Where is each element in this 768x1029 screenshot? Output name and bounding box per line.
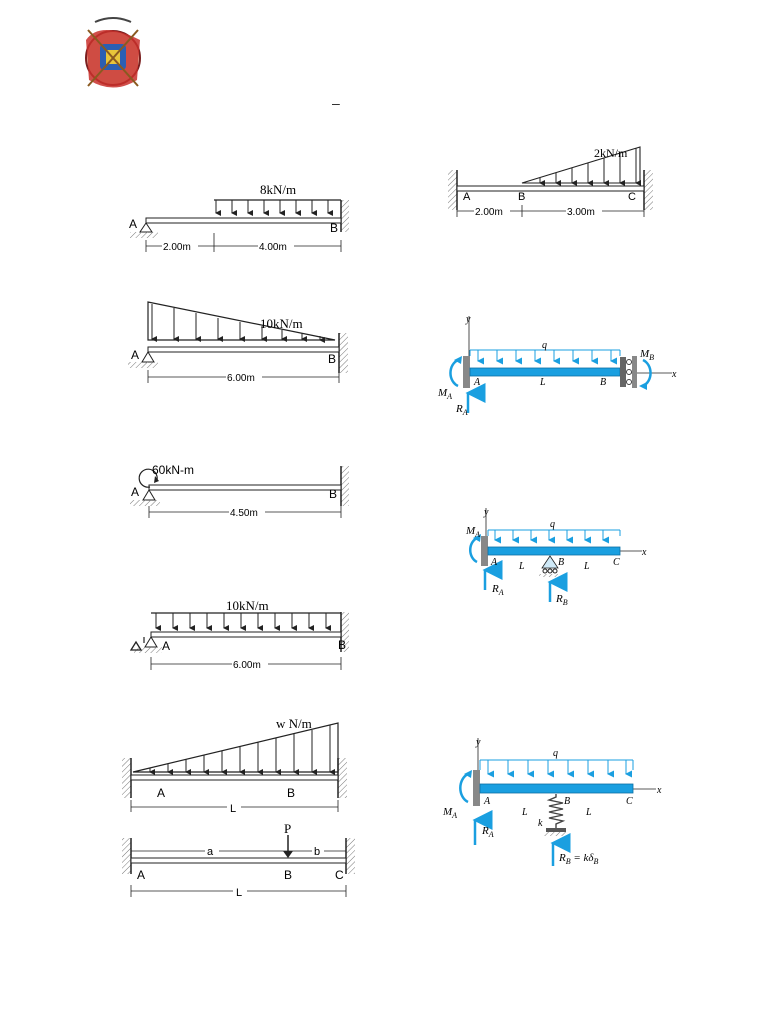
header-dash: – [332, 95, 340, 111]
svg-text:C: C [626, 796, 633, 807]
load-label: 10kN/m [226, 598, 269, 613]
diagram-4-full-udl [131, 598, 349, 671]
load-label: 2kN/m [594, 146, 628, 160]
svg-text:L: L [236, 887, 243, 899]
svg-text:B: B [564, 796, 571, 807]
beam [146, 218, 341, 223]
svg-text:C: C [335, 868, 344, 882]
svg-text:L: L [584, 561, 590, 572]
svg-text:q: q [550, 519, 555, 530]
svg-text:6.00m: 6.00m [227, 373, 255, 384]
svg-text:C: C [613, 557, 620, 568]
svg-text:A: A [137, 868, 146, 882]
moment-A-label: $M_A$ [466, 525, 481, 539]
load-label: 8kN/m [260, 182, 297, 197]
svg-text:L: L [586, 807, 592, 818]
svg-text:A: A [131, 485, 140, 499]
svg-text:A: A [162, 639, 171, 653]
reaction-B-label: $R_B = k\delta_B$ [559, 852, 599, 866]
svg-text:2.00m: 2.00m [475, 207, 503, 218]
diagram-5-increasing-load [122, 716, 347, 815]
svg-text:L: L [230, 803, 237, 815]
diagram-1-partial-udl [129, 182, 349, 253]
fixed-support-hatch [341, 200, 349, 232]
svg-text:L: L [522, 807, 528, 818]
svg-text:B: B [338, 638, 347, 652]
svg-text:A: A [157, 786, 166, 800]
svg-text:k: k [538, 818, 543, 829]
moment-label: 60kN-m [152, 463, 195, 477]
svg-text:B: B [329, 487, 338, 501]
moment-A-label: $M_A$ [438, 387, 453, 401]
svg-text:A: A [484, 796, 491, 807]
svg-text:y: y [466, 314, 471, 325]
svg-text:L: L [519, 561, 525, 572]
svg-text:3.00m: 3.00m [567, 207, 595, 218]
diagram-9-continuous-beam [465, 507, 647, 607]
svg-text:A: A [131, 348, 140, 362]
diagram-6-point-load [122, 821, 355, 899]
label-A: A [129, 217, 138, 231]
load-label: 10kN/m [260, 316, 303, 331]
svg-text:B: B [287, 786, 296, 800]
pin-support [140, 223, 152, 232]
svg-text:x: x [657, 785, 662, 796]
udl-arrows [216, 200, 328, 213]
svg-text:B: B [284, 868, 293, 882]
dim-2m: 2.00m [163, 242, 191, 253]
svg-text:B: B [600, 377, 607, 388]
svg-text:y: y [484, 507, 489, 518]
svg-text:L: L [540, 377, 546, 388]
beam [470, 368, 620, 376]
svg-text:B: B [558, 557, 565, 568]
diagram-3-applied-moment [130, 463, 349, 519]
svg-text:6.00m: 6.00m [233, 660, 261, 671]
svg-text:4.50m: 4.50m [230, 508, 258, 519]
moment-A-label: $M_A$ [443, 806, 458, 820]
label-B: B [330, 221, 339, 235]
svg-text:y: y [476, 737, 481, 748]
diagram-8-fixed-guided-beam [437, 314, 677, 417]
svg-text:q: q [542, 340, 547, 351]
dim-4m: 4.00m [259, 242, 287, 253]
svg-text:B: B [328, 352, 337, 366]
svg-text:C: C [628, 191, 636, 203]
diagram-2-triangular-load [128, 302, 348, 384]
diagram-7-ramp-load [448, 146, 653, 218]
load-label: w N/m [276, 716, 312, 731]
ground-hatch [130, 232, 158, 238]
svg-text:x: x [642, 547, 647, 558]
svg-text:b: b [314, 846, 321, 858]
reaction-A-label: $R_A$ [456, 403, 468, 417]
crest-logo [86, 18, 140, 88]
svg-text:q: q [553, 748, 558, 759]
point-load-label: P [284, 821, 292, 836]
svg-text:B: B [518, 191, 526, 203]
reaction-B-label: $R_B$ [556, 593, 568, 607]
svg-text:x: x [672, 369, 677, 380]
moment-B-label: $M_B$ [640, 348, 655, 362]
svg-text:A: A [491, 557, 498, 568]
svg-text:a: a [207, 846, 214, 858]
spring [549, 794, 563, 828]
svg-text:A: A [463, 191, 471, 203]
diagram-10-spring-support [442, 737, 662, 866]
svg-text:A: A [474, 377, 481, 388]
reaction-A-label: $R_A$ [492, 583, 504, 597]
reaction-A-label: $R_A$ [482, 825, 494, 839]
